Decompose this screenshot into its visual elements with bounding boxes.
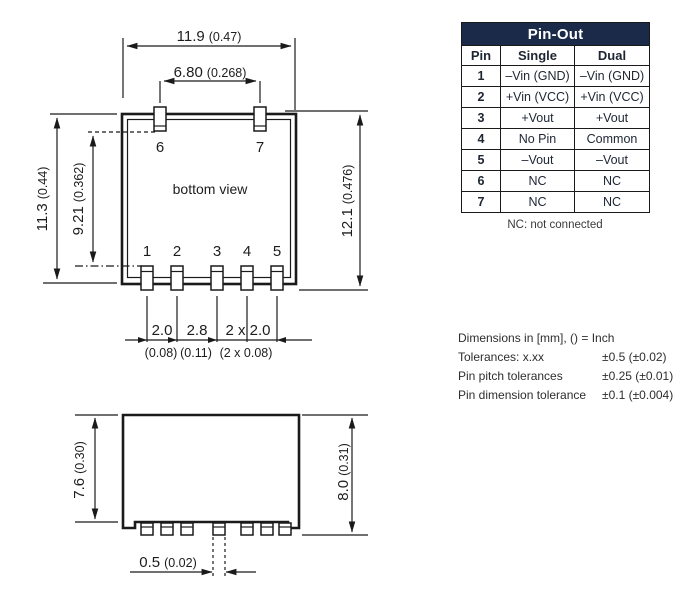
- dim-label-side-overall-height: 8.0(0.31): [335, 443, 352, 501]
- bottom-view-drawing: [34, 28, 368, 360]
- pin-5: [271, 266, 283, 290]
- dim-top-pin-span: [160, 81, 260, 103]
- pin-number-cell: 5: [462, 150, 501, 171]
- table-row: [462, 150, 650, 171]
- tolerance-row: [458, 367, 693, 386]
- side-pin: [141, 523, 153, 535]
- dim-label-pitch-3-5: 2 x 2.0: [225, 322, 271, 339]
- tolerance-label: Pin pitch tolerances: [458, 369, 563, 383]
- tolerance-row: [458, 348, 693, 367]
- dim-label-top-pin-span: 6.80 (0.268): [173, 64, 247, 81]
- pin-5-label: 5: [272, 243, 282, 260]
- arrowhead: [138, 337, 147, 343]
- pin-4-label: 4: [242, 243, 252, 260]
- side-pin-center: [213, 523, 225, 535]
- pin-7-label: 7: [255, 139, 265, 156]
- dim-label-pitch-1-2-inch: (0.08): [144, 346, 178, 360]
- side-pin: [181, 523, 193, 535]
- col-header-dual: Dual: [575, 46, 650, 66]
- single-cell: NC: [501, 192, 575, 213]
- dim-side-overall-height: [302, 415, 368, 535]
- pinout-table: [461, 22, 650, 213]
- dual-cell: +Vin (VCC): [575, 87, 650, 108]
- single-cell: –Vin (GND): [501, 66, 575, 87]
- single-cell: NC: [501, 171, 575, 192]
- pin-1: [141, 266, 153, 290]
- col-header-single: Single: [501, 46, 575, 66]
- tolerance-value: ±0.1 (±0.004): [602, 388, 674, 402]
- pin-7: [254, 107, 266, 131]
- pinout-table-title: Pin-Out: [462, 23, 650, 46]
- tolerance-notes: [458, 329, 693, 405]
- dual-cell: –Vin (GND): [575, 66, 650, 87]
- side-pins: [141, 523, 291, 535]
- side-pin: [161, 523, 173, 535]
- pin-6-label: 6: [155, 139, 165, 156]
- dual-cell: Common: [575, 129, 650, 150]
- dual-cell: –Vout: [575, 150, 650, 171]
- side-body-outline: [123, 415, 299, 528]
- pin-1-label: 1: [142, 243, 152, 260]
- tolerance-value: ±0.25 (±0.01): [602, 369, 674, 383]
- pin-6: [154, 107, 166, 131]
- table-row: [462, 108, 650, 129]
- units-note: Dimensions in [mm], () = Inch: [458, 331, 615, 345]
- table-row: [462, 66, 650, 87]
- pin-number-cell: 7: [462, 192, 501, 213]
- dim-label-body-height: 11.3(0.44): [34, 166, 51, 232]
- dim-label-pitch-2-3-inch: (0.11): [180, 346, 212, 360]
- package-outline-inner: [128, 120, 291, 278]
- table-row: [462, 171, 650, 192]
- single-cell: –Vout: [501, 150, 575, 171]
- arrowhead: [277, 337, 286, 343]
- dim-overall-height: [285, 111, 368, 290]
- pin-2: [171, 266, 183, 290]
- tolerance-value: ±0.5 (±0.02): [602, 350, 667, 364]
- dim-label-pitch-2-3: 2.8: [186, 322, 208, 339]
- tolerance-row: [458, 386, 693, 405]
- dim-label-side-body-height: 7.6(0.30): [71, 441, 88, 499]
- pin-number-cell: 3: [462, 108, 501, 129]
- side-view-drawing: [71, 415, 368, 578]
- side-pin: [241, 523, 253, 535]
- pin-3: [211, 266, 223, 290]
- dual-cell: NC: [575, 171, 650, 192]
- dim-label-pin-width: 0.5 (0.02): [139, 554, 197, 571]
- nc-footnote: NC: not connected: [507, 219, 603, 231]
- single-cell: +Vin (VCC): [501, 87, 575, 108]
- table-row: [462, 192, 650, 213]
- pin-number-cell: 6: [462, 171, 501, 192]
- view-caption: bottom view: [172, 181, 248, 197]
- table-row: [462, 87, 650, 108]
- table-row: [462, 129, 650, 150]
- pin-number-cell: 2: [462, 87, 501, 108]
- arrowhead: [208, 337, 217, 343]
- side-pin: [279, 523, 291, 535]
- dim-label-overall-height: 12.1(0.476): [339, 164, 356, 238]
- tolerance-label: Tolerances: x.xx: [458, 350, 545, 364]
- pin-4: [241, 266, 253, 290]
- pin-3-label: 3: [212, 243, 222, 260]
- dim-label-pitch-3-5-inch: (2 x 0.08): [219, 346, 273, 360]
- dim-label-pin-row-span: 9.21(0.362): [70, 162, 87, 236]
- single-cell: No Pin: [501, 129, 575, 150]
- dim-label-pitch-1-2: 2.0: [151, 322, 173, 339]
- dual-cell: +Vout: [575, 108, 650, 129]
- pin-2-label: 2: [172, 243, 182, 260]
- tolerance-label: Pin dimension tolerance: [458, 388, 587, 402]
- single-cell: +Vout: [501, 108, 575, 129]
- dim-label-body-width: 11.9 (0.47): [176, 28, 242, 45]
- pin-number-cell: 4: [462, 129, 501, 150]
- dual-cell: NC: [575, 192, 650, 213]
- col-header-pin: Pin: [462, 46, 501, 66]
- side-pin: [261, 523, 273, 535]
- pin-number-cell: 1: [462, 66, 501, 87]
